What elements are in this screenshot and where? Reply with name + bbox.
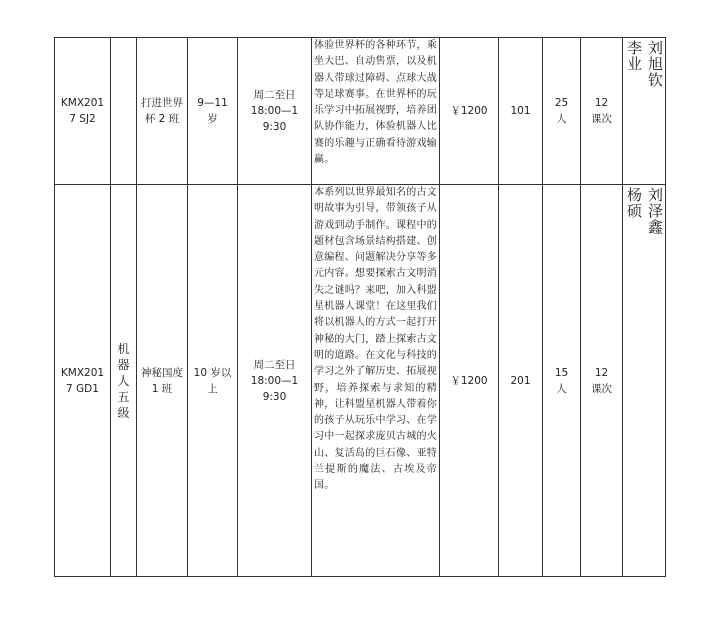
course-code: KMX2017 SJ2 (55, 38, 111, 185)
course-grade: 机器人五级 (111, 185, 137, 577)
price: ￥1200 (440, 38, 499, 185)
teacher-main: 刘泽鑫 (646, 187, 664, 235)
course-description: 体验世界杯的各种环节，乘坐大巴、自动售票，以及机器人带球过障碍、点球大战等足球赛事。在世界杯的玩乐学习中拓展视野，培养团队协作能力，体验机器人比赛的乐趣与正确看待游戏输赢。 (312, 38, 440, 185)
teachers (623, 38, 666, 185)
class-name: 神秘国度 1 班 (137, 185, 188, 577)
age-range: 9—11 岁 (188, 38, 238, 185)
course-grade (111, 38, 137, 185)
session-count: 12 课次 (581, 185, 623, 577)
table-row (55, 185, 666, 577)
class-name: 打进世界杯 2 班 (137, 38, 188, 185)
capacity: 15 人 (543, 185, 581, 577)
session-count: 12 课次 (581, 38, 623, 185)
class-time: 周二至日 18:00—19:30 (238, 185, 312, 577)
age-range: 10 岁以上 (188, 185, 238, 577)
room-number: 201 (499, 185, 543, 577)
teacher-assist: 杨硕 (625, 187, 643, 219)
price: ￥1200 (440, 185, 499, 577)
course-table (54, 37, 666, 577)
course-code: KMX2017 GD1 (55, 185, 111, 577)
teachers (623, 185, 666, 577)
teacher-assist: 李业 (625, 40, 643, 72)
course-description: 本系列以世界最知名的古文明故事为引导，带领孩子从游戏到动手制作。课程中的题材包含场景结构搭建、创意编程、问题解决分享等多元内容。想要探索古文明消失之谜吗？来吧，加入科盟星机器人课堂！在这里我们将以机器人的方式一起打开神秘的大门，踏上探索古文明的道路。在文化与科技的学习之外了解历史、拓展视野，培养探索与求知的精神，让科盟星机器人带着你的孩子从玩乐中学习、在学习中一起探求庞贝古城的火山、复活岛的巨石像、亚特兰提斯的魔法、古埃及帝国。 (312, 185, 440, 577)
teacher-main: 刘旭钦 (646, 40, 664, 88)
room-number: 101 (499, 38, 543, 185)
capacity: 25 人 (543, 38, 581, 185)
class-time: 周二至日 18:00—19:30 (238, 38, 312, 185)
table-row (55, 38, 666, 185)
